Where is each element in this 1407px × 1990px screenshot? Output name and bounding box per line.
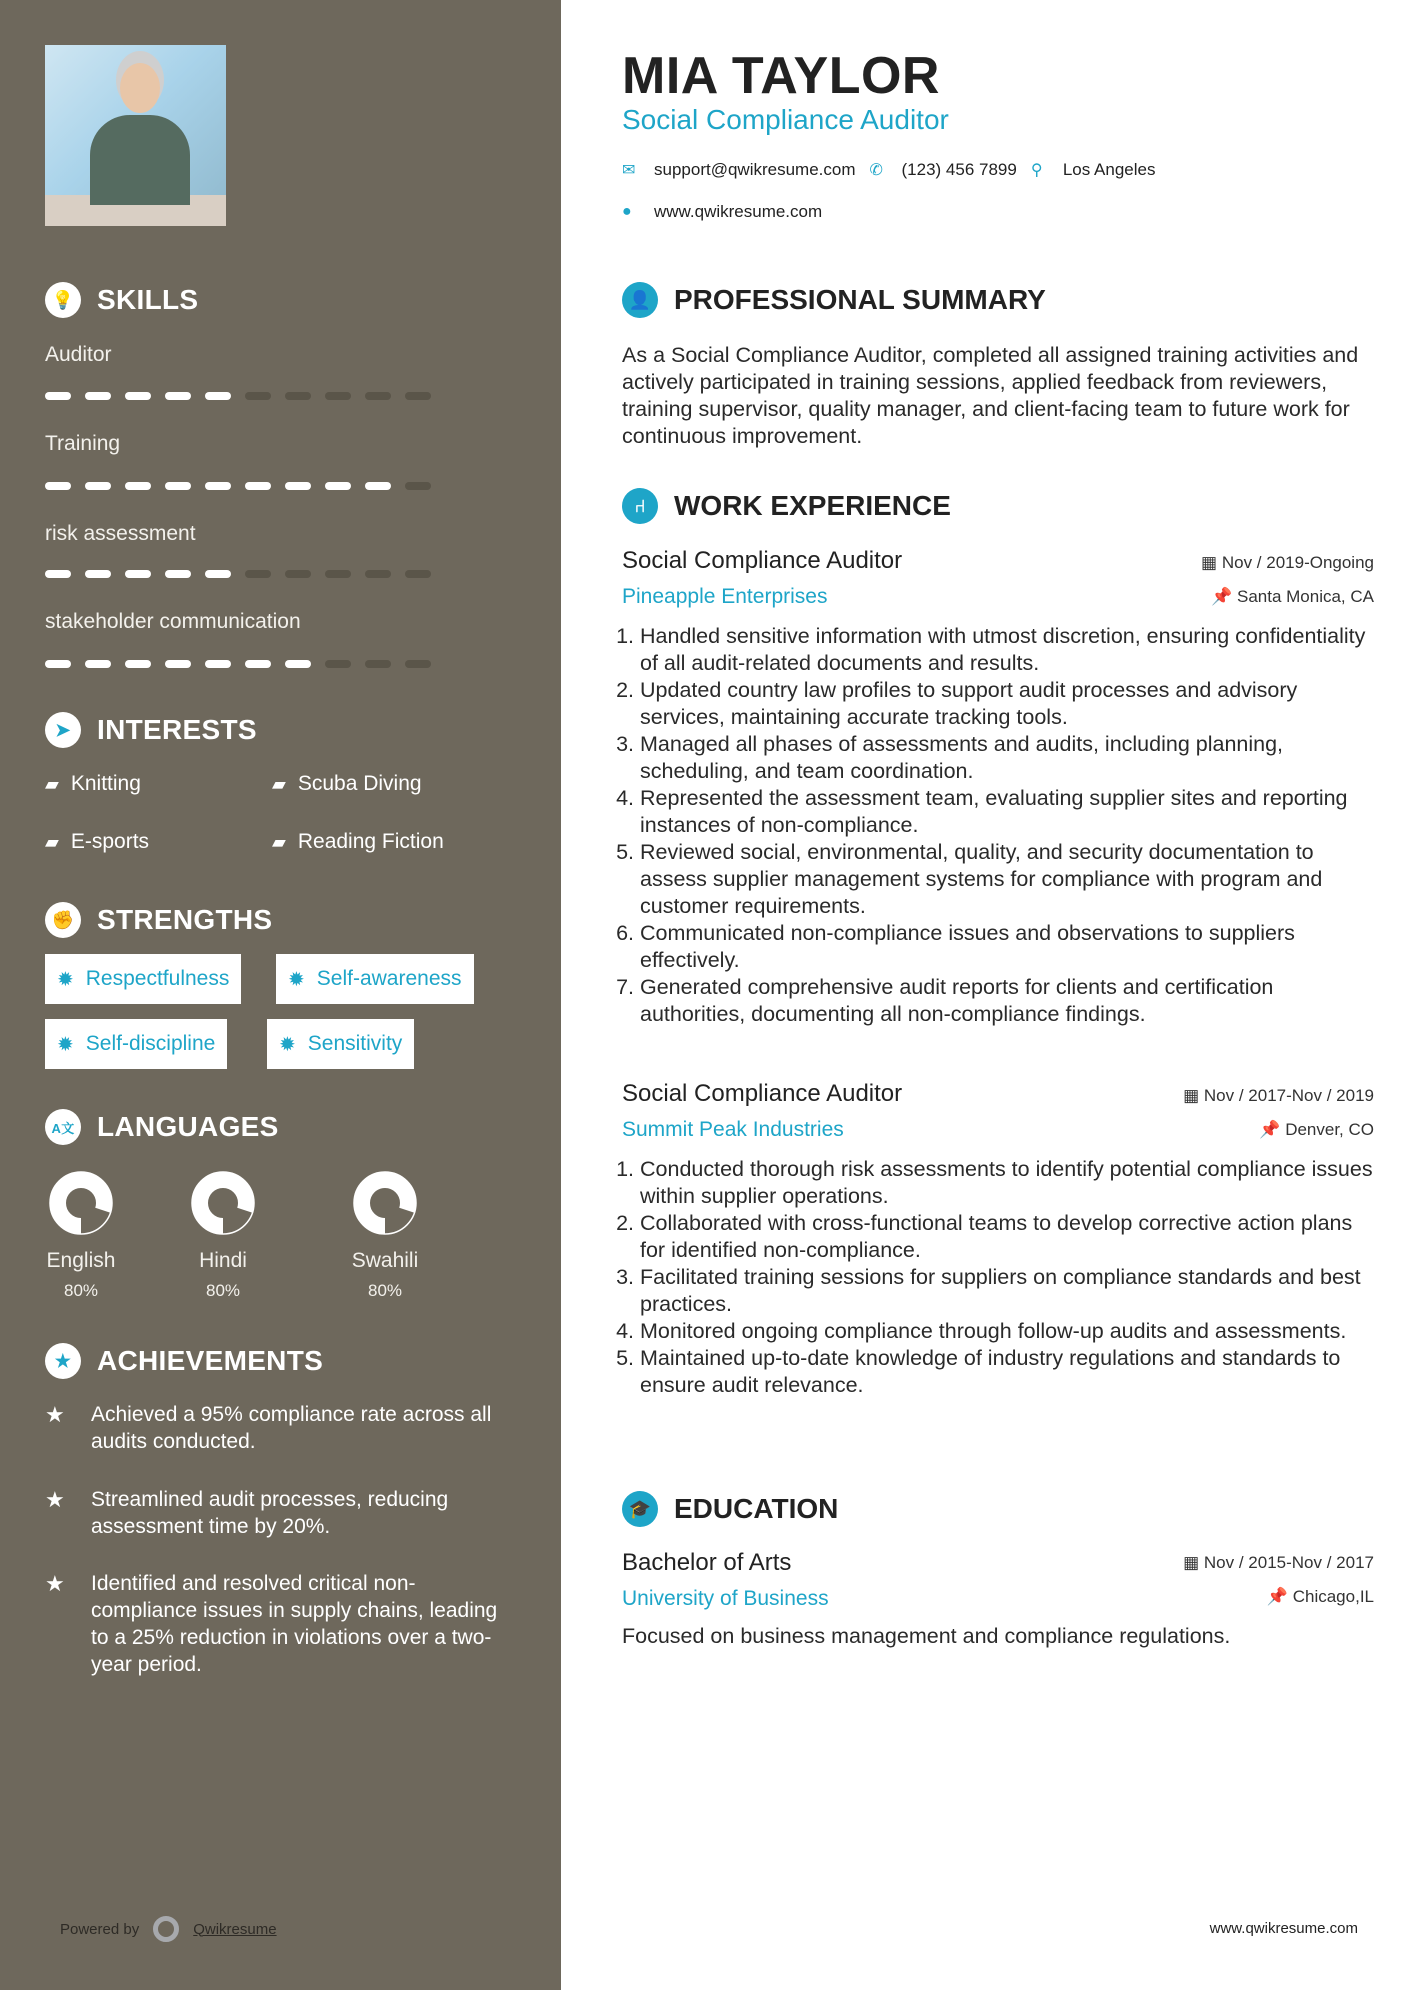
skill-segment: [285, 392, 311, 400]
book-icon: ▰: [45, 773, 59, 794]
strength-tag: [267, 1019, 414, 1069]
school-name: University of Business: [622, 1587, 829, 1610]
language-donut: [340, 1170, 430, 1236]
skill-segment: [125, 482, 151, 490]
skill-segment: [165, 660, 191, 668]
skill-segment: [125, 570, 151, 578]
languages-title: LANGUAGES: [97, 1111, 279, 1142]
paper-plane-icon: ➤: [45, 712, 81, 748]
interest-label: Scuba Diving: [297, 772, 422, 795]
job-bullet: 5. Maintained up-to-date knowledge of industry regulations and standards to ensure audit relevance.: [640, 1345, 1374, 1399]
skill-segment: [245, 392, 271, 400]
skill-bar: [45, 660, 431, 668]
strengths-heading: [45, 902, 272, 938]
skill-segment: [365, 570, 391, 578]
skill-segment: [45, 660, 71, 668]
language-item: [36, 1170, 126, 1304]
job-location-text: Santa Monica, CA: [1236, 587, 1374, 606]
achievement-text: Identified and resolved critical non-compliance issues in supply chains, leading to a 25% reduction in violations over a two-year period.: [91, 1572, 498, 1676]
chair-icon: ⑁: [622, 488, 658, 524]
job-dates-text: Nov / 2019-Ongoing: [1221, 553, 1374, 572]
achievement-text: Achieved a 95% compliance rate across all audits conducted.: [91, 1403, 492, 1453]
skill-segment: [45, 570, 71, 578]
language-percent: 80%: [367, 1281, 403, 1300]
skill-segment: [405, 660, 431, 668]
skill-segment: [405, 482, 431, 490]
job-bullet: 3. Managed all phases of assessments and audits, including planning, scheduling, and team coordination.: [640, 731, 1374, 785]
interest-item: [45, 772, 141, 796]
job-bullet: 2. Updated country law profiles to support audit processes and advisory services, maintaining accurate tracking tools.: [640, 677, 1374, 731]
skill-segment: [205, 660, 231, 668]
skill-segment: [165, 570, 191, 578]
translate-icon: A文: [45, 1109, 81, 1145]
phone-icon: ✆: [869, 162, 883, 179]
skill-segment: [85, 570, 111, 578]
skill-segment: [365, 660, 391, 668]
language-name: Swahili: [351, 1249, 419, 1272]
skill-segment: [205, 482, 231, 490]
strength-tag: [45, 1019, 227, 1069]
strength-label: Self-awareness: [316, 967, 462, 990]
achievement-item: [45, 1570, 515, 1678]
education-description: Focused on business management and compliance regulations.: [622, 1624, 1231, 1648]
language-name: Hindi: [199, 1249, 247, 1272]
job-bullet: 4. Represented the assessment team, evaluating supplier sites and reporting instances of non-compliance.: [640, 785, 1374, 839]
calendar-icon: ▦: [1183, 1086, 1204, 1105]
language-item: [340, 1170, 430, 1304]
skills-heading: [45, 282, 198, 318]
skill-segment: [405, 392, 431, 400]
calendar-icon: ▦: [1183, 1553, 1204, 1572]
skill-segment: [125, 392, 151, 400]
skill-segment: [325, 660, 351, 668]
envelope-icon: ✉: [622, 162, 636, 179]
shooting-star-icon: ★: [45, 1402, 65, 1427]
job-bullet: 1. Handled sensitive information with utmost discretion, ensuring confidentiality of all audit-related documents and results.: [640, 623, 1374, 677]
skill-segment: [85, 482, 111, 490]
website[interactable]: www.qwikresume.com: [654, 202, 823, 221]
strength-label: Self-discipline: [85, 1032, 216, 1055]
badge-icon: ✹: [279, 1033, 296, 1056]
job-bullet: 7. Generated comprehensive audit reports for clients and certification authorities, documenting all non-compliance findings.: [640, 974, 1374, 1028]
job-dates: [1183, 1086, 1374, 1106]
skill-segment: [285, 482, 311, 490]
job-bullets: [622, 623, 1374, 1028]
location: Los Angeles: [1062, 160, 1156, 179]
footer-website[interactable]: www.qwikresume.com: [1209, 1920, 1358, 1937]
fist-icon: ✊: [45, 902, 81, 938]
language-donut: [36, 1170, 126, 1236]
language-percent: 80%: [205, 1281, 241, 1300]
book-icon: ▰: [272, 773, 286, 794]
website-row: [622, 202, 1374, 222]
skill-segment: [45, 482, 71, 490]
skill-segment: [285, 660, 311, 668]
book-icon: ▰: [272, 831, 286, 852]
candidate-title: Social Compliance Auditor: [622, 104, 949, 135]
skill-segment: [165, 392, 191, 400]
map-pin-icon: ⚲: [1030, 162, 1043, 179]
job-dates: [1201, 553, 1374, 573]
skill-bar: [45, 392, 431, 400]
qwikresume-link[interactable]: Qwikresume: [193, 1920, 277, 1938]
skill-segment: [325, 392, 351, 400]
skill-segment: [245, 482, 271, 490]
skill-segment: [85, 660, 111, 668]
skill-segment: [45, 392, 71, 400]
interest-label: E-sports: [70, 830, 150, 853]
skill-segment: [325, 482, 351, 490]
degree: Bachelor of Arts: [622, 1549, 792, 1576]
strength-tag: [276, 954, 474, 1004]
skill-segment: [285, 570, 311, 578]
skill-label: Auditor: [45, 343, 112, 366]
job-entry: [622, 547, 1374, 1028]
experience-title: WORK EXPERIENCE: [674, 490, 951, 521]
skill-segment: [405, 570, 431, 578]
skill-segment: [365, 482, 391, 490]
achievement-text: Streamlined audit processes, reducing assessment time by 20%.: [91, 1488, 449, 1538]
job-bullet: 6. Communicated non-compliance issues and observations to suppliers effectively.: [640, 920, 1374, 974]
job-bullet: 5. Reviewed social, environmental, quality, and security documentation to assess supplier management systems for compliance with program and customer requirements.: [640, 839, 1374, 920]
phone: (123) 456 7899: [901, 160, 1017, 179]
job-location-text: Denver, CO: [1285, 1120, 1374, 1139]
badge-icon: ✹: [57, 1033, 74, 1056]
job-location: [1259, 1120, 1374, 1140]
job-location: [1211, 587, 1374, 607]
shooting-star-icon: ★: [45, 1571, 65, 1596]
skill-label: risk assessment: [45, 522, 196, 545]
interests-title: INTERESTS: [97, 714, 257, 745]
skill-segment: [85, 392, 111, 400]
job-dates-text: Nov / 2017-Nov / 2019: [1203, 1086, 1374, 1105]
contact-row: [622, 160, 1374, 180]
language-donut: [178, 1170, 268, 1236]
sidebar: [0, 0, 561, 1990]
summary-heading: [622, 282, 1374, 318]
strength-label: Sensitivity: [307, 1032, 403, 1055]
experience-heading: [622, 488, 1374, 524]
star-icon: ★: [45, 1343, 81, 1379]
graduate-icon: 🎓: [622, 1491, 658, 1527]
pin-icon: 📌: [1259, 1120, 1286, 1139]
strengths-title: STRENGTHS: [97, 904, 273, 935]
email[interactable]: support@qwikresume.com: [654, 160, 856, 179]
profile-photo: [45, 45, 226, 226]
education-location-text: Chicago,IL: [1292, 1587, 1374, 1606]
job-title: Social Compliance Auditor: [622, 547, 903, 574]
job-bullet: 2. Collaborated with cross-functional teams to develop corrective action plans for identified non-compliance.: [640, 1210, 1374, 1264]
skill-segment: [245, 660, 271, 668]
skill-bar: [45, 482, 431, 490]
skill-segment: [165, 482, 191, 490]
achievement-item: [45, 1401, 515, 1455]
candidate-name: MIA TAYLOR: [622, 47, 940, 105]
interest-item: [272, 772, 422, 796]
interest-label: Reading Fiction: [297, 830, 444, 853]
badge-icon: ✹: [57, 968, 74, 991]
book-icon: ▰: [45, 831, 59, 852]
education-entry: [622, 1549, 1374, 1650]
education-heading: [622, 1491, 1374, 1527]
summary-text: As a Social Compliance Auditor, completed all assigned training activities and actively participated in training sessions, applied feedback from reviewers, training supervisor, quality manager, and client-facing team to future work for continuous improvement.: [622, 343, 1359, 448]
strength-label: Respectfulness: [85, 967, 230, 990]
achievements-title: ACHIEVEMENTS: [97, 1345, 324, 1376]
globe-icon: ●: [622, 203, 632, 220]
strength-tag: [45, 954, 241, 1004]
powered-by-label: Powered by: [60, 1920, 140, 1938]
interest-item: [45, 830, 149, 854]
achievements-heading: [45, 1343, 323, 1379]
pin-icon: 📌: [1266, 1587, 1293, 1606]
job-entry: [622, 1080, 1374, 1399]
languages-heading: [45, 1109, 279, 1145]
interests-heading: [45, 712, 257, 748]
skill-segment: [325, 570, 351, 578]
job-bullets: [622, 1156, 1374, 1399]
skill-label: stakeholder communication: [45, 610, 301, 633]
skill-bar: [45, 570, 431, 578]
lightbulb-icon: 💡: [45, 282, 81, 318]
education-location: [1267, 1587, 1374, 1607]
qwikresume-logo-icon: [153, 1916, 179, 1942]
skill-segment: [205, 392, 231, 400]
user-icon: 👤: [622, 282, 658, 318]
job-bullet: 4. Monitored ongoing compliance through follow-up audits and assessments.: [640, 1318, 1374, 1345]
skills-title: SKILLS: [97, 284, 199, 315]
pin-icon: 📌: [1211, 587, 1237, 606]
language-item: [178, 1170, 268, 1304]
company-name: Summit Peak Industries: [622, 1118, 844, 1141]
summary-title: PROFESSIONAL SUMMARY: [674, 284, 1046, 315]
powered-by: [60, 1916, 277, 1942]
job-title: Social Compliance Auditor: [622, 1080, 903, 1107]
education-title: EDUCATION: [674, 1493, 839, 1524]
interest-item: [272, 830, 444, 854]
language-percent: 80%: [63, 1281, 99, 1300]
job-bullet: 3. Facilitated training sessions for suppliers on compliance standards and best practices.: [640, 1264, 1374, 1318]
interest-label: Knitting: [70, 772, 141, 795]
achievement-item: [45, 1486, 515, 1540]
badge-icon: ✹: [288, 968, 305, 991]
language-name: English: [46, 1249, 116, 1272]
skill-label: Training: [45, 432, 121, 455]
education-dates-text: Nov / 2015-Nov / 2017: [1203, 1553, 1374, 1572]
shooting-star-icon: ★: [45, 1487, 65, 1512]
skill-segment: [245, 570, 271, 578]
company-name: Pineapple Enterprises: [622, 585, 828, 608]
job-bullet: 1. Conducted thorough risk assessments to identify potential compliance issues within supplier operations.: [640, 1156, 1374, 1210]
skill-segment: [205, 570, 231, 578]
education-dates: [1183, 1553, 1374, 1573]
skill-segment: [365, 392, 391, 400]
skill-segment: [125, 660, 151, 668]
calendar-icon: ▦: [1201, 553, 1222, 572]
